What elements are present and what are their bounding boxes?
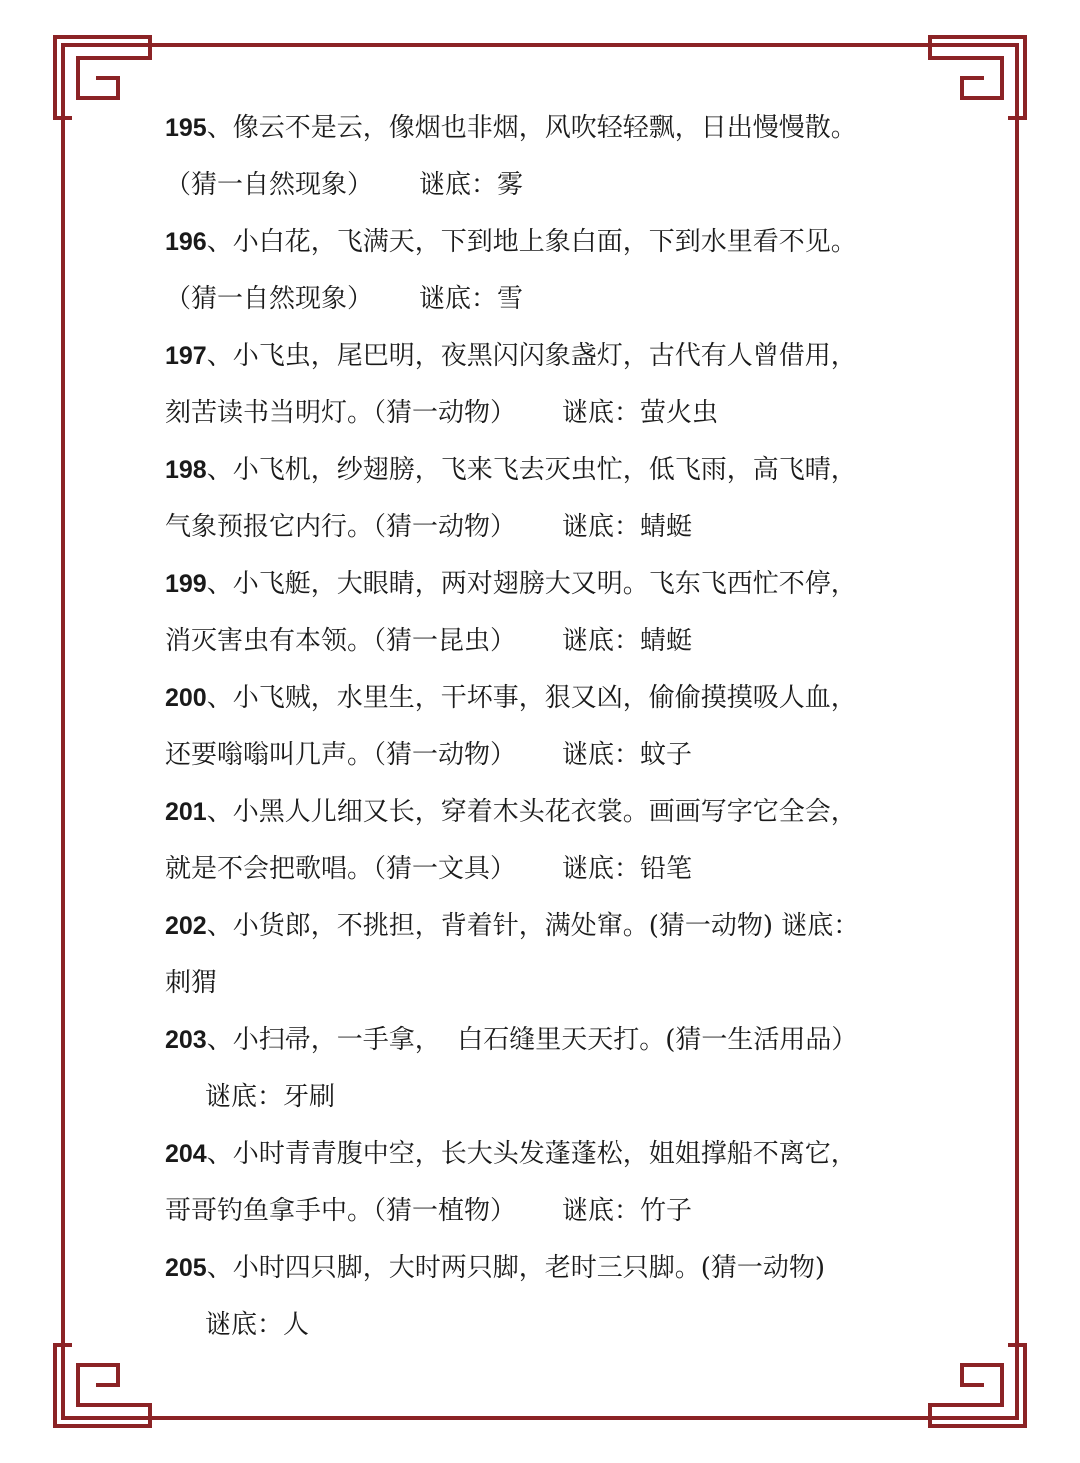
- riddle-number: 195: [165, 114, 207, 142]
- riddle-answer: 谜底：牙刷: [205, 1082, 336, 1112]
- riddle-198-line-1: 198、小飞机，纱翅膀，飞来飞去灭虫忙，低飞雨，高飞晴，: [165, 455, 857, 485]
- riddle-answer: 谜底：雪: [419, 284, 524, 314]
- riddle-204-line-1: 204、小时青青腹中空，长大头发蓬蓬松，姐姐撑船不离它，: [165, 1139, 857, 1169]
- riddle-203-line-2: [165, 1069, 935, 1126]
- riddle-197-line-1: 197、小飞虫，尾巴明，夜黑闪闪象盏灯，古代有人曾借用，: [165, 341, 857, 371]
- riddle-list: [165, 100, 935, 1354]
- riddle-195-line-1: 195、像云不是云，像烟也非烟，风吹轻轻飘，日出慢慢散。: [165, 113, 857, 143]
- riddle-answer: 谜底：萤火虫: [562, 398, 719, 428]
- riddle-answer: 谜底：铅笔: [562, 854, 693, 884]
- riddle-204-line-2: 哥哥钓鱼拿手中。（猜一植物） 谜底：竹子: [165, 1196, 693, 1226]
- riddle-answer: 谜底：蜻蜓: [562, 512, 693, 542]
- riddle-201-line-2: 就是不会把歌唱。（猜一文具） 谜底：铅笔: [165, 854, 693, 884]
- riddle-number: 203: [165, 1026, 207, 1054]
- riddle-answer: 谜底：竹子: [562, 1196, 693, 1226]
- riddle-199-line-1: 199、小飞艇，大眼睛，两对翅膀大又明。飞东飞西忙不停，: [165, 569, 857, 599]
- riddle-number: 200: [165, 684, 207, 712]
- riddle-196-line-2: （猜一自然现象） 谜底：雪: [165, 284, 524, 314]
- riddle-197-line-2: 刻苦读书当明灯。（猜一动物） 谜底：萤火虫: [165, 398, 719, 428]
- riddle-201-line-1: 201、小黑人儿细又长，穿着木头花衣裳。画画写字它全会，: [165, 797, 857, 827]
- riddle-answer: 谜底：蜻蜓: [562, 626, 693, 656]
- riddle-203-line-1: 203、小扫帚，一手拿， 白石缝里天天打。(猜一生活用品）: [165, 1025, 858, 1055]
- riddle-answer: 刺猬: [165, 968, 218, 998]
- riddle-205-line-1: 205、小时四只脚，大时两只脚，老时三只脚。(猜一动物): [165, 1253, 826, 1283]
- riddle-answer: 谜底：蚊子: [562, 740, 693, 770]
- riddle-answer: 谜底：雾: [419, 170, 524, 200]
- riddle-198-line-2: 气象预报它内行。（猜一动物） 谜底：蜻蜓: [165, 512, 693, 542]
- riddle-205-line-2: [165, 1297, 935, 1354]
- riddle-200-line-2: 还要嗡嗡叫几声。（猜一动物） 谜底：蚊子: [165, 740, 693, 770]
- riddle-202-line-1: 202、小货郎，不挑担，背着针，满处窜。(猜一动物) 谜底：: [165, 911, 860, 941]
- riddle-number: 198: [165, 456, 207, 484]
- riddle-202-line-2: [165, 955, 935, 1012]
- riddle-number: 205: [165, 1254, 207, 1282]
- riddle-number: 204: [165, 1140, 207, 1168]
- riddle-199-line-2: 消灭害虫有本领。（猜一昆虫） 谜底：蜻蜓: [165, 626, 693, 656]
- riddle-number: 202: [165, 912, 207, 940]
- riddle-number: 201: [165, 798, 207, 826]
- riddle-number: 199: [165, 570, 207, 598]
- riddle-number: 197: [165, 342, 207, 370]
- riddle-200-line-1: 200、小飞贼，水里生，干坏事，狠又凶，偷偷摸摸吸人血，: [165, 683, 857, 713]
- riddle-number: 196: [165, 228, 207, 256]
- riddle-195-line-2: （猜一自然现象） 谜底：雾: [165, 170, 524, 200]
- riddle-196-line-1: 196、小白花，飞满天，下到地上象白面，下到水里看不见。: [165, 227, 857, 257]
- riddle-answer: 谜底：人: [205, 1310, 310, 1340]
